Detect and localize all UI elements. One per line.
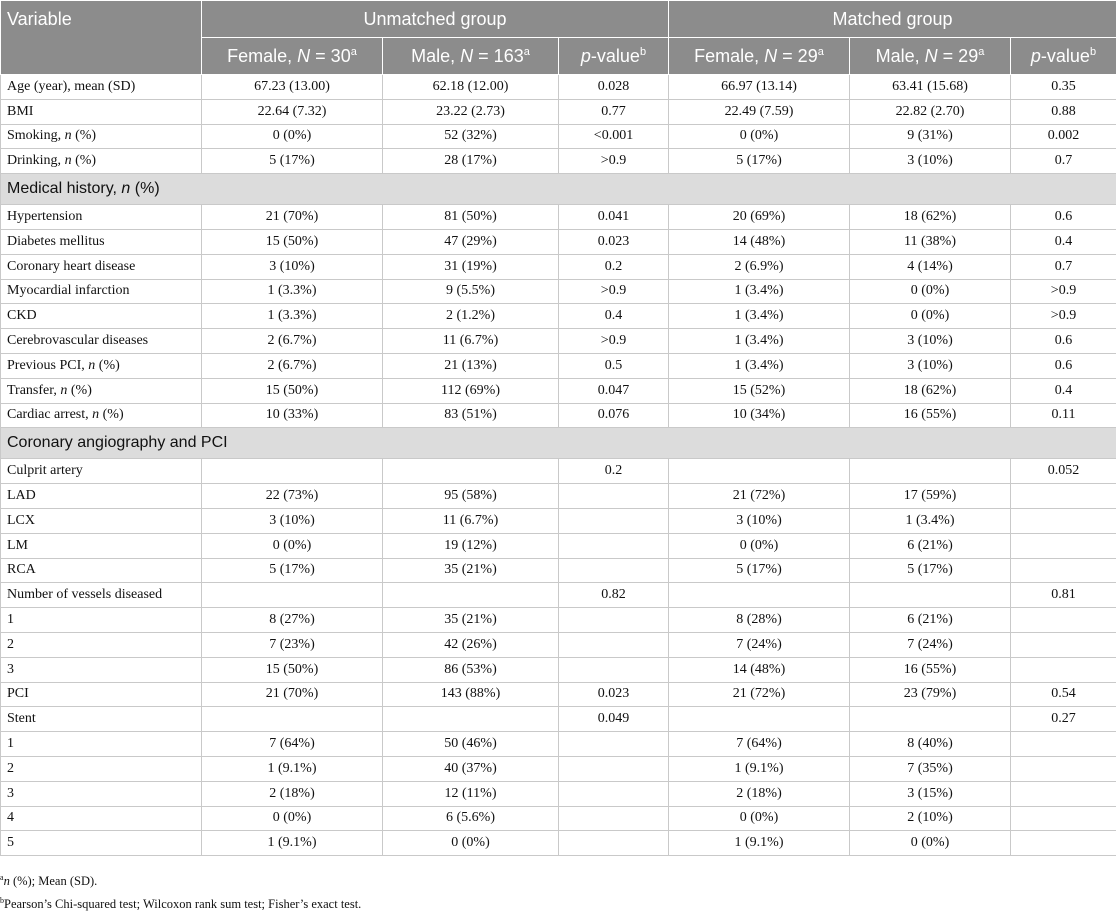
cell-col-3 — [559, 657, 669, 682]
row-label: CKD — [1, 304, 202, 329]
cell-col-6: 0.88 — [1011, 99, 1116, 124]
cell-col-2: 0 (0%) — [383, 831, 559, 856]
cell-col-3: >0.9 — [559, 279, 669, 304]
table-row — [1, 484, 1116, 509]
cell-col-2: 95 (58%) — [383, 484, 559, 509]
cell-col-6: 0.4 — [1011, 229, 1116, 254]
cell-col-5: 0 (0%) — [850, 279, 1011, 304]
row-label: Diabetes mellitus — [1, 229, 202, 254]
cell-col-4: 1 (3.4%) — [669, 353, 850, 378]
cell-col-5: 3 (10%) — [850, 329, 1011, 354]
cell-col-1: 15 (50%) — [202, 229, 383, 254]
cell-col-1 — [202, 459, 383, 484]
cell-col-6: 0.052 — [1011, 459, 1116, 484]
cell-col-1: 0 (0%) — [202, 806, 383, 831]
cell-col-1: 2 (6.7%) — [202, 329, 383, 354]
table-row — [1, 806, 1116, 831]
cell-col-2: 35 (21%) — [383, 558, 559, 583]
cell-col-2: 23.22 (2.73) — [383, 99, 559, 124]
cell-col-6 — [1011, 732, 1116, 757]
header-col-var: p — [1031, 46, 1041, 66]
cell-col-1: 22 (73%) — [202, 484, 383, 509]
cell-col-5: 6 (21%) — [850, 533, 1011, 558]
cell-col-6 — [1011, 806, 1116, 831]
cell-col-5: 17 (59%) — [850, 484, 1011, 509]
cell-col-1: 8 (27%) — [202, 608, 383, 633]
cell-col-1: 3 (10%) — [202, 508, 383, 533]
header-unmatched-group: Unmatched group — [202, 1, 669, 38]
cell-col-2: 2 (1.2%) — [383, 304, 559, 329]
cell-col-3: >0.9 — [559, 149, 669, 174]
cell-col-5: 63.41 (15.68) — [850, 75, 1011, 100]
row-label: 1 — [1, 732, 202, 757]
cell-col-5: 23 (79%) — [850, 682, 1011, 707]
cell-col-2: 83 (51%) — [383, 403, 559, 428]
cell-col-1: 0 (0%) — [202, 124, 383, 149]
cell-col-1: 7 (23%) — [202, 632, 383, 657]
cell-col-6: 0.6 — [1011, 205, 1116, 230]
cell-col-6: 0.6 — [1011, 353, 1116, 378]
cell-col-1: 1 (9.1%) — [202, 756, 383, 781]
cell-col-4: 5 (17%) — [669, 558, 850, 583]
cell-col-5 — [850, 459, 1011, 484]
cell-col-2: 11 (6.7%) — [383, 508, 559, 533]
cell-col-4: 21 (72%) — [669, 484, 850, 509]
table-row — [1, 353, 1116, 378]
cell-col-2: 47 (29%) — [383, 229, 559, 254]
header-col-sup: b — [1090, 46, 1096, 58]
cell-col-1: 0 (0%) — [202, 533, 383, 558]
cell-col-6: >0.9 — [1011, 304, 1116, 329]
cell-col-2: 52 (32%) — [383, 124, 559, 149]
cell-col-3: 0.023 — [559, 229, 669, 254]
cell-col-1: 21 (70%) — [202, 205, 383, 230]
table-row — [1, 558, 1116, 583]
cell-col-2: 19 (12%) — [383, 533, 559, 558]
cell-col-3 — [559, 558, 669, 583]
cell-col-5: 5 (17%) — [850, 558, 1011, 583]
cell-col-4: 20 (69%) — [669, 205, 850, 230]
row-label: 4 — [1, 806, 202, 831]
row-label: LAD — [1, 484, 202, 509]
row-label: LCX — [1, 508, 202, 533]
cell-col-2: 21 (13%) — [383, 353, 559, 378]
cell-col-5: 22.82 (2.70) — [850, 99, 1011, 124]
cell-col-6 — [1011, 608, 1116, 633]
cell-col-6 — [1011, 533, 1116, 558]
cell-col-5 — [850, 707, 1011, 732]
section-label: Coronary angiography and PCI — [1, 428, 1116, 459]
cell-col-4: 5 (17%) — [669, 149, 850, 174]
table-row — [1, 756, 1116, 781]
header-col-label: Male, — [876, 46, 925, 66]
table-row — [1, 831, 1116, 856]
header-col-var: p — [581, 46, 591, 66]
cell-col-3: 0.5 — [559, 353, 669, 378]
header-col-label: Female, — [227, 46, 297, 66]
cell-col-4: 0 (0%) — [669, 124, 850, 149]
footnote-a: $^a$n (%); Mean (SD). — [0, 868, 361, 891]
cell-col-2: 35 (21%) — [383, 608, 559, 633]
cell-col-4: 2 (18%) — [669, 781, 850, 806]
cell-col-1: 1 (3.3%) — [202, 279, 383, 304]
cell-col-5: 2 (10%) — [850, 806, 1011, 831]
header-col-rest: = 29 — [777, 46, 818, 66]
cell-col-3 — [559, 781, 669, 806]
cell-col-3: 0.076 — [559, 403, 669, 428]
cell-col-6: 0.7 — [1011, 254, 1116, 279]
row-label: Number of vessels diseased — [1, 583, 202, 608]
cell-col-1: 15 (50%) — [202, 657, 383, 682]
header-col-label: Female, — [694, 46, 764, 66]
row-label: Age (year), mean (SD) — [1, 75, 202, 100]
cell-col-3: 0.2 — [559, 254, 669, 279]
cell-col-4: 1 (3.4%) — [669, 329, 850, 354]
cell-col-6: 0.7 — [1011, 149, 1116, 174]
header-col-2 — [383, 38, 559, 75]
cell-col-3: 0.82 — [559, 583, 669, 608]
cell-col-2: 81 (50%) — [383, 205, 559, 230]
table-row — [1, 378, 1116, 403]
cell-col-2: 143 (88%) — [383, 682, 559, 707]
cell-col-4: 15 (52%) — [669, 378, 850, 403]
cell-col-5: 9 (31%) — [850, 124, 1011, 149]
cell-col-6 — [1011, 756, 1116, 781]
cell-col-3 — [559, 484, 669, 509]
cell-col-1: 21 (70%) — [202, 682, 383, 707]
cell-col-5: 0 (0%) — [850, 304, 1011, 329]
cell-col-2: 86 (53%) — [383, 657, 559, 682]
cell-col-5: 6 (21%) — [850, 608, 1011, 633]
cell-col-5: 3 (10%) — [850, 149, 1011, 174]
cell-col-4 — [669, 459, 850, 484]
row-label: Smoking, n (%) — [1, 124, 202, 149]
cell-col-6: 0.4 — [1011, 378, 1116, 403]
cell-col-3: 0.4 — [559, 304, 669, 329]
table-row — [1, 304, 1116, 329]
header-col-4 — [669, 38, 850, 75]
cell-col-3 — [559, 533, 669, 558]
cell-col-6 — [1011, 558, 1116, 583]
cell-col-2 — [383, 707, 559, 732]
row-label: LM — [1, 533, 202, 558]
row-label: 5 — [1, 831, 202, 856]
cell-col-3: >0.9 — [559, 329, 669, 354]
cell-col-4: 66.97 (13.14) — [669, 75, 850, 100]
cell-col-3: 0.77 — [559, 99, 669, 124]
cell-col-2: 9 (5.5%) — [383, 279, 559, 304]
cell-col-6 — [1011, 657, 1116, 682]
cell-col-3 — [559, 756, 669, 781]
header-col-sup: a — [351, 46, 357, 58]
cell-col-3 — [559, 632, 669, 657]
row-label: Hypertension — [1, 205, 202, 230]
table-row — [1, 533, 1116, 558]
header-variable: Variable — [1, 1, 202, 75]
table-row — [1, 632, 1116, 657]
cell-col-5: 1 (3.4%) — [850, 508, 1011, 533]
row-label: Previous PCI, n (%) — [1, 353, 202, 378]
header-col-5 — [850, 38, 1011, 75]
header-col-var: N — [460, 46, 473, 66]
cell-col-3 — [559, 608, 669, 633]
cell-col-1: 67.23 (13.00) — [202, 75, 383, 100]
cell-col-4: 1 (9.1%) — [669, 756, 850, 781]
cell-col-4: 14 (48%) — [669, 229, 850, 254]
cell-col-6: 0.6 — [1011, 329, 1116, 354]
cell-col-3 — [559, 806, 669, 831]
cell-col-2: 62.18 (12.00) — [383, 75, 559, 100]
header-matched-group: Matched group — [669, 1, 1116, 38]
header-col-label: Male, — [411, 46, 460, 66]
cell-col-4: 2 (6.9%) — [669, 254, 850, 279]
table-row — [1, 583, 1116, 608]
header-col-sup: a — [524, 46, 530, 58]
table-row — [1, 508, 1116, 533]
table-row — [1, 682, 1116, 707]
cell-col-1: 1 (3.3%) — [202, 304, 383, 329]
cell-col-6: >0.9 — [1011, 279, 1116, 304]
cell-col-4: 22.49 (7.59) — [669, 99, 850, 124]
cell-col-6 — [1011, 484, 1116, 509]
cell-col-4: 1 (3.4%) — [669, 279, 850, 304]
cell-col-5: 0 (0%) — [850, 831, 1011, 856]
header-col-var: N — [297, 46, 310, 66]
cell-col-3: 0.023 — [559, 682, 669, 707]
cell-col-2: 31 (19%) — [383, 254, 559, 279]
cell-col-3: <0.001 — [559, 124, 669, 149]
cell-col-4 — [669, 583, 850, 608]
table-row — [1, 781, 1116, 806]
cell-col-2: 6 (5.6%) — [383, 806, 559, 831]
cell-col-3: 0.2 — [559, 459, 669, 484]
header-col-var: N — [764, 46, 777, 66]
header-col-rest: = 30 — [310, 46, 351, 66]
cell-col-2 — [383, 459, 559, 484]
section-row — [1, 174, 1116, 205]
cell-col-2: 40 (37%) — [383, 756, 559, 781]
cell-col-4: 8 (28%) — [669, 608, 850, 633]
cell-col-6: 0.002 — [1011, 124, 1116, 149]
header-col-sup: a — [978, 46, 984, 58]
table-row — [1, 149, 1116, 174]
table-row — [1, 124, 1116, 149]
cell-col-1: 7 (64%) — [202, 732, 383, 757]
cell-col-3: 0.041 — [559, 205, 669, 230]
cell-col-5: 18 (62%) — [850, 205, 1011, 230]
cell-col-2: 112 (69%) — [383, 378, 559, 403]
section-label: Medical history, n (%) — [1, 174, 1116, 205]
cell-col-5: 18 (62%) — [850, 378, 1011, 403]
cell-col-4: 7 (24%) — [669, 632, 850, 657]
row-label: RCA — [1, 558, 202, 583]
cell-col-3 — [559, 831, 669, 856]
row-label: Culprit artery — [1, 459, 202, 484]
cell-col-4: 14 (48%) — [669, 657, 850, 682]
cell-col-4: 1 (9.1%) — [669, 831, 850, 856]
header-col-6 — [1011, 38, 1116, 75]
table-body — [1, 75, 1116, 856]
cell-col-4: 21 (72%) — [669, 682, 850, 707]
cell-col-1: 5 (17%) — [202, 149, 383, 174]
cell-col-3: 0.028 — [559, 75, 669, 100]
cell-col-5: 16 (55%) — [850, 657, 1011, 682]
cell-col-6 — [1011, 508, 1116, 533]
table-row — [1, 403, 1116, 428]
cell-col-4: 0 (0%) — [669, 533, 850, 558]
cell-col-4: 10 (34%) — [669, 403, 850, 428]
row-label: Myocardial infarction — [1, 279, 202, 304]
table-row — [1, 329, 1116, 354]
cell-col-1: 5 (17%) — [202, 558, 383, 583]
table-header — [1, 1, 1116, 75]
header-col-rest: = 163 — [473, 46, 524, 66]
table-row — [1, 229, 1116, 254]
row-label: Stent — [1, 707, 202, 732]
cell-col-1: 10 (33%) — [202, 403, 383, 428]
cell-col-6: 0.27 — [1011, 707, 1116, 732]
cell-col-6: 0.35 — [1011, 75, 1116, 100]
cell-col-1: 2 (6.7%) — [202, 353, 383, 378]
header-col-rest: -value — [591, 46, 640, 66]
cell-col-5: 7 (35%) — [850, 756, 1011, 781]
cell-col-1: 15 (50%) — [202, 378, 383, 403]
table-row — [1, 608, 1116, 633]
cell-col-1: 3 (10%) — [202, 254, 383, 279]
cell-col-6 — [1011, 781, 1116, 806]
cell-col-2 — [383, 583, 559, 608]
cell-col-5: 7 (24%) — [850, 632, 1011, 657]
cell-col-3 — [559, 508, 669, 533]
cell-col-4: 0 (0%) — [669, 806, 850, 831]
header-col-sup: b — [640, 46, 646, 58]
cell-col-1: 2 (18%) — [202, 781, 383, 806]
cell-col-6: 0.11 — [1011, 403, 1116, 428]
table-row — [1, 279, 1116, 304]
row-label: 3 — [1, 781, 202, 806]
cell-col-5: 3 (10%) — [850, 353, 1011, 378]
cell-col-4 — [669, 707, 850, 732]
cell-col-6 — [1011, 831, 1116, 856]
row-label: Drinking, n (%) — [1, 149, 202, 174]
table-row — [1, 99, 1116, 124]
cell-col-4: 1 (3.4%) — [669, 304, 850, 329]
section-row — [1, 428, 1116, 459]
row-label: BMI — [1, 99, 202, 124]
header-col-var: N — [925, 46, 938, 66]
cell-col-2: 12 (11%) — [383, 781, 559, 806]
cell-col-2: 11 (6.7%) — [383, 329, 559, 354]
cell-col-2: 50 (46%) — [383, 732, 559, 757]
header-col-3 — [559, 38, 669, 75]
footnote-b: $^b$Pearson’s Chi-squared test; Wilcoxon rank sum test; Fisher’s exact test. — [0, 891, 361, 914]
row-label: 2 — [1, 756, 202, 781]
cell-col-5: 4 (14%) — [850, 254, 1011, 279]
cell-col-2: 42 (26%) — [383, 632, 559, 657]
cell-col-3 — [559, 732, 669, 757]
cell-col-5: 3 (15%) — [850, 781, 1011, 806]
cell-col-3: 0.049 — [559, 707, 669, 732]
row-label: 3 — [1, 657, 202, 682]
header-col-rest: = 29 — [938, 46, 979, 66]
cell-col-1: 22.64 (7.32) — [202, 99, 383, 124]
table-row — [1, 459, 1116, 484]
table-row — [1, 732, 1116, 757]
cell-col-5: 8 (40%) — [850, 732, 1011, 757]
header-col-rest: -value — [1041, 46, 1090, 66]
row-label: 1 — [1, 608, 202, 633]
table-row — [1, 657, 1116, 682]
row-label: Cerebrovascular diseases — [1, 329, 202, 354]
table-row — [1, 205, 1116, 230]
header-col-sup: a — [818, 46, 824, 58]
cell-col-5: 16 (55%) — [850, 403, 1011, 428]
table-row — [1, 254, 1116, 279]
cell-col-4: 3 (10%) — [669, 508, 850, 533]
cell-col-2: 28 (17%) — [383, 149, 559, 174]
cell-col-1 — [202, 583, 383, 608]
cell-col-5 — [850, 583, 1011, 608]
cell-col-1: 1 (9.1%) — [202, 831, 383, 856]
cell-col-3: 0.047 — [559, 378, 669, 403]
header-col-1 — [202, 38, 383, 75]
row-label: Cardiac arrest, n (%) — [1, 403, 202, 428]
table-row — [1, 707, 1116, 732]
cell-col-1 — [202, 707, 383, 732]
row-label: 2 — [1, 632, 202, 657]
cell-col-4: 7 (64%) — [669, 732, 850, 757]
cell-col-5: 11 (38%) — [850, 229, 1011, 254]
table-row — [1, 75, 1116, 100]
cell-col-6 — [1011, 632, 1116, 657]
footnotes — [0, 868, 361, 914]
row-label: PCI — [1, 682, 202, 707]
row-label: Coronary heart disease — [1, 254, 202, 279]
cell-col-6: 0.54 — [1011, 682, 1116, 707]
cell-col-6: 0.81 — [1011, 583, 1116, 608]
row-label: Transfer, n (%) — [1, 378, 202, 403]
